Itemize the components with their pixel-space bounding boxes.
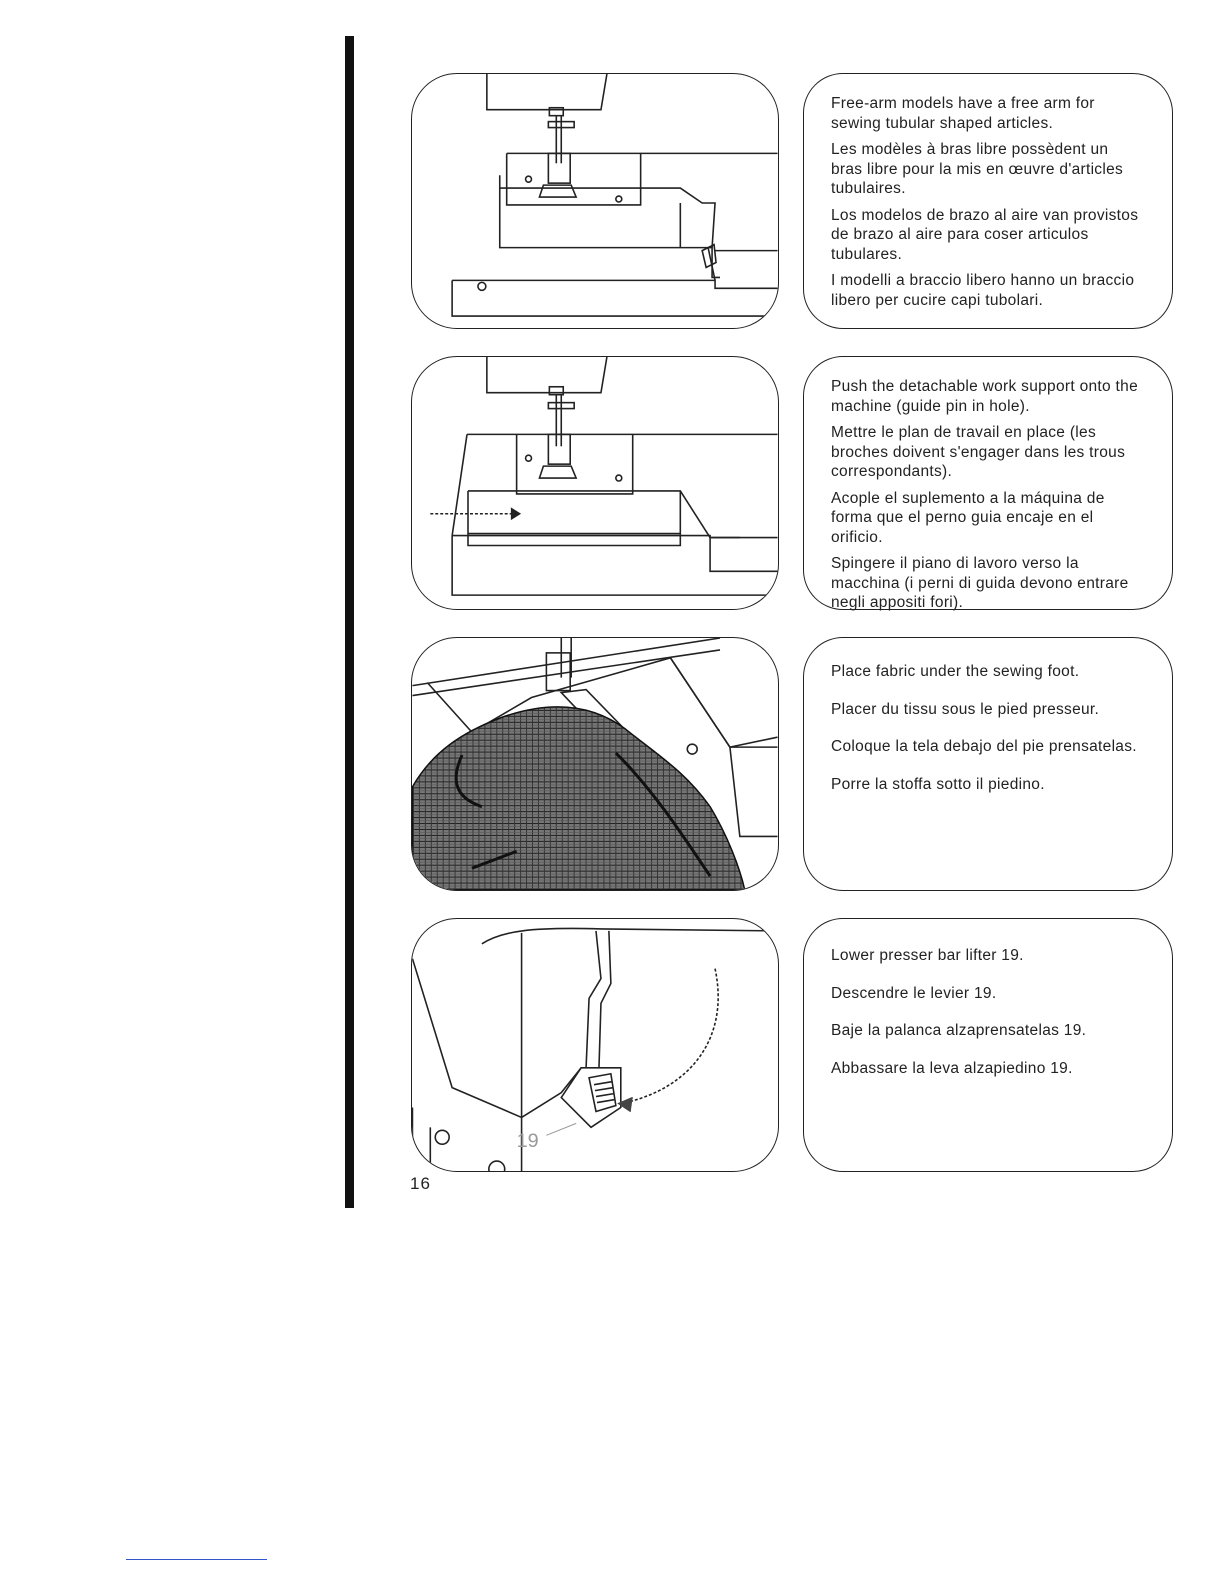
paragraph-en: Push the detachable work support onto the machine (guide pin in hole). bbox=[831, 378, 1138, 415]
paragraph-it: I modelli a braccio libero hanno un braccio libero per cucire capi tubolari. bbox=[831, 272, 1135, 309]
text-panel-presser-lever bbox=[803, 918, 1173, 1172]
paragraph-es: Coloque la tela debajo del pie prensatelas. bbox=[831, 738, 1137, 755]
paragraph-it: Spingere il piano di lavoro verso la macchina (i perni di guida devono entrare negli appositi fori). bbox=[831, 555, 1129, 611]
paragraph-fr: Mettre le plan de travail en place (les broches doivent s'engager dans les trous correspondants). bbox=[831, 424, 1126, 480]
paragraph-fr: Les modèles à bras libre possèdent un bras libre pour la mis en œuvre d'articles tubulaires. bbox=[831, 141, 1124, 197]
paragraph-es: Acople el suplemento a la máquina de forma que el perno guia encaje en el orificio. bbox=[831, 489, 1105, 546]
illustration-free-arm bbox=[411, 73, 779, 329]
free-arm-drawing bbox=[412, 74, 778, 328]
paragraph-it: Porre la stoffa sotto il piedino. bbox=[831, 775, 1045, 793]
paragraph-en: Free-arm models have a free arm for sewing tubular shaped articles. bbox=[831, 95, 1095, 132]
presser-lever-drawing bbox=[412, 919, 778, 1171]
paragraph-fr: Placer du tissu sous le pied presseur. bbox=[831, 700, 1100, 718]
paragraph-es: Baje la palanca alzaprensatelas 19. bbox=[831, 1022, 1087, 1039]
text-panel-work-support bbox=[803, 356, 1173, 610]
illustration-presser-lever bbox=[411, 918, 779, 1172]
work-support-drawing bbox=[412, 357, 778, 609]
paragraph-en: Lower presser bar lifter 19. bbox=[831, 947, 1024, 964]
binding-spine bbox=[345, 36, 354, 1208]
page-number: 16 bbox=[410, 1174, 431, 1193]
illustration-fabric bbox=[411, 637, 779, 891]
paragraph-es: Los modelos de brazo al aire van provistos de brazo al aire para coser articulos tubulares. bbox=[831, 206, 1139, 263]
text-panel-free-arm bbox=[803, 73, 1173, 329]
paragraph-it: Abbassare la leva alzapiedino 19. bbox=[831, 1059, 1073, 1077]
paragraph-fr: Descendre le levier 19. bbox=[831, 984, 997, 1002]
illustration-work-support bbox=[411, 356, 779, 610]
footer-rule bbox=[126, 1559, 267, 1560]
paragraph-en: Place fabric under the sewing foot. bbox=[831, 663, 1080, 680]
fabric-drawing bbox=[412, 638, 778, 890]
text-panel-fabric bbox=[803, 637, 1173, 891]
lever-callout-number: 19 bbox=[516, 1130, 539, 1153]
